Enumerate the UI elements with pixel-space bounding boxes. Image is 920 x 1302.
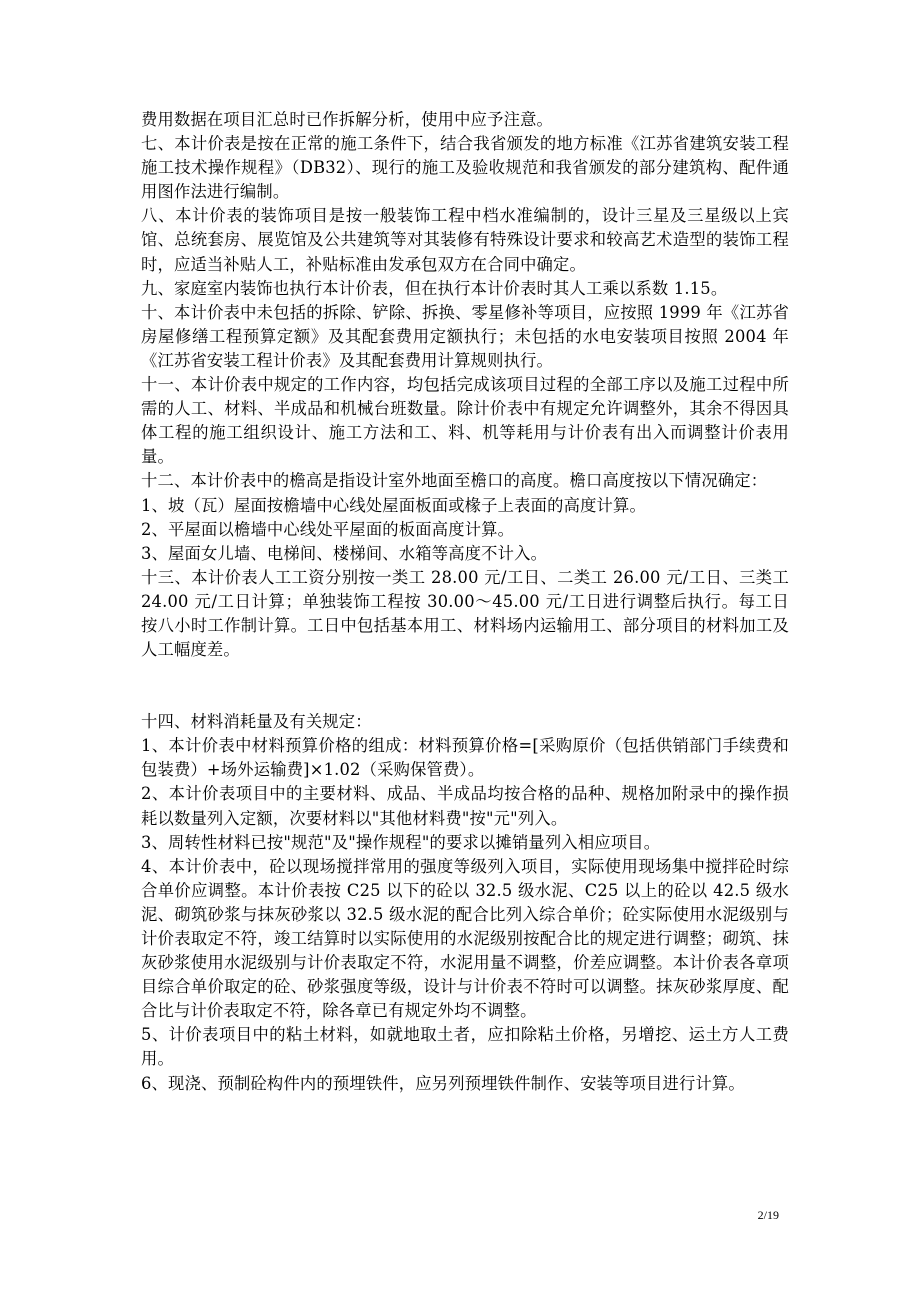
list-item: 4、本计价表中，砼以现场搅拌常用的强度等级列入项目，实际使用现场集中搅拌砼时综合单价应调整。本计价表按 C25 以下的砼以 32.5 级水泥、C25 以上的砼以 42.5 级水泥、砌筑砂浆与抹灰砂浆以 32.5 级水泥的配合比列入综合单价；砼实际使用水泥级别与计价表取定不符，竣工结算时以实际使用的水泥级别按配合比的规定进行调整；砌筑、抹灰砂浆使用水泥级别与计价表取定不符，水泥用量不调整，价差应调整。本计价表各章项目综合单价取定的砼、砂浆强度等级，设计与计价表不符时可以调整。抹灰砂浆厚度、配合比与计价表取定不符，除各章已有规定外均不调整。 [141,856,789,1021]
list-item: 3、周转性材料已按"规范"及"操作规程"的要求以摊销量列入相应项目。 [141,832,661,852]
page-number: 2/19 [757,1208,779,1222]
list-item: 3、屋面女儿墙、电梯间、楼梯间、水箱等高度不计入。 [141,543,548,563]
paragraph: 十、本计价表中未包括的拆除、铲除、拆换、零星修补等项目，应按照 1999 年《江苏省房屋修缮工程预算定额》及其配套费用定额执行；未包括的水电安装项目按照 2004 年《江苏省安装工程计价表》及其配套费用计算规则执行。 [141,302,789,370]
list-item: 6、现浇、预制砼构件内的预埋铁件，应另列预埋铁件制作、安装等项目进行计算。 [141,1073,745,1093]
paragraph: 费用数据在项目汇总时已作拆解分析，使用中应予注意。 [141,110,554,129]
paragraph: 九、家庭室内装饰也执行本计价表，但在执行本计价表时其人工乘以系数 1.15。 [141,278,728,298]
list-item: 2、本计价表项目中的主要材料、成品、半成品均按合格的品种、规格加附录中的操作损耗以数量列入定额，次要材料以"其他材料费"按"元"列入。 [141,784,789,828]
list-item: 1、本计价表中材料预算价格的组成：材料预算价格=[采购原价（包括供销部门手续费和包装费）+场外运输费]×1.02（采购保管费）。 [141,736,789,780]
paragraph: 七、本计价表是按在正常的施工条件下，结合我省颁发的地方标准《江苏省建筑安装工程施工技术操作规程》（DB32）、现行的施工及验收规范和我省颁发的部分建筑构、配件通用图作法进行编制。 [141,134,789,202]
paragraph: 十一、本计价表中规定的工作内容，均包括完成该项目过程的全部工序以及施工过程中所需的人工、材料、半成品和机械台班数量。除计价表中有规定允许调整外，其余不得因具体工程的施工组织设计、施工方法和工、料、机等耗用与计价表有出入而调整计价表用量。 [141,375,789,467]
section-gap [141,662,789,710]
list-item: 5、计价表项目中的粘土材料，如就地取土者，应扣除粘土价格，另增挖、运土方人工费用。 [141,1025,789,1069]
paragraph: 八、本计价表的装饰项目是按一般装饰工程中档水准编制的，设计三星及三星级以上宾馆、总统套房、展览馆及公共建筑等对其装修有特殊设计要求和较高艺术造型的装饰工程时，应适当补贴人工，补贴标准由发承包双方在合同中确定。 [141,206,789,274]
document-body [141,108,789,1096]
list-item: 2、平屋面以檐墙中心线处平屋面的板面高度计算。 [141,519,515,539]
list-item: 1、坡（瓦）屋面按檐墙中心线处屋面板面或椽子上表面的高度计算。 [141,495,646,515]
paragraph: 十二、本计价表中的檐高是指设计室外地面至檐口的高度。檐口高度按以下情况确定： [141,471,768,491]
section-heading: 十四、材料消耗量及有关规定： [141,712,372,732]
paragraph: 十三、本计价表人工工资分别按一类工 28.00 元/工日、二类工 26.00 元/工日、三类工 24.00 元/工日计算；单独装饰工程按 30.00～45.00 元/工日进行调整后执行。每工日按八小时工作制计算。工日中包括基本用工、材料场内运输用工、部分项目的材料加工及人工幅度差。 [141,567,789,660]
